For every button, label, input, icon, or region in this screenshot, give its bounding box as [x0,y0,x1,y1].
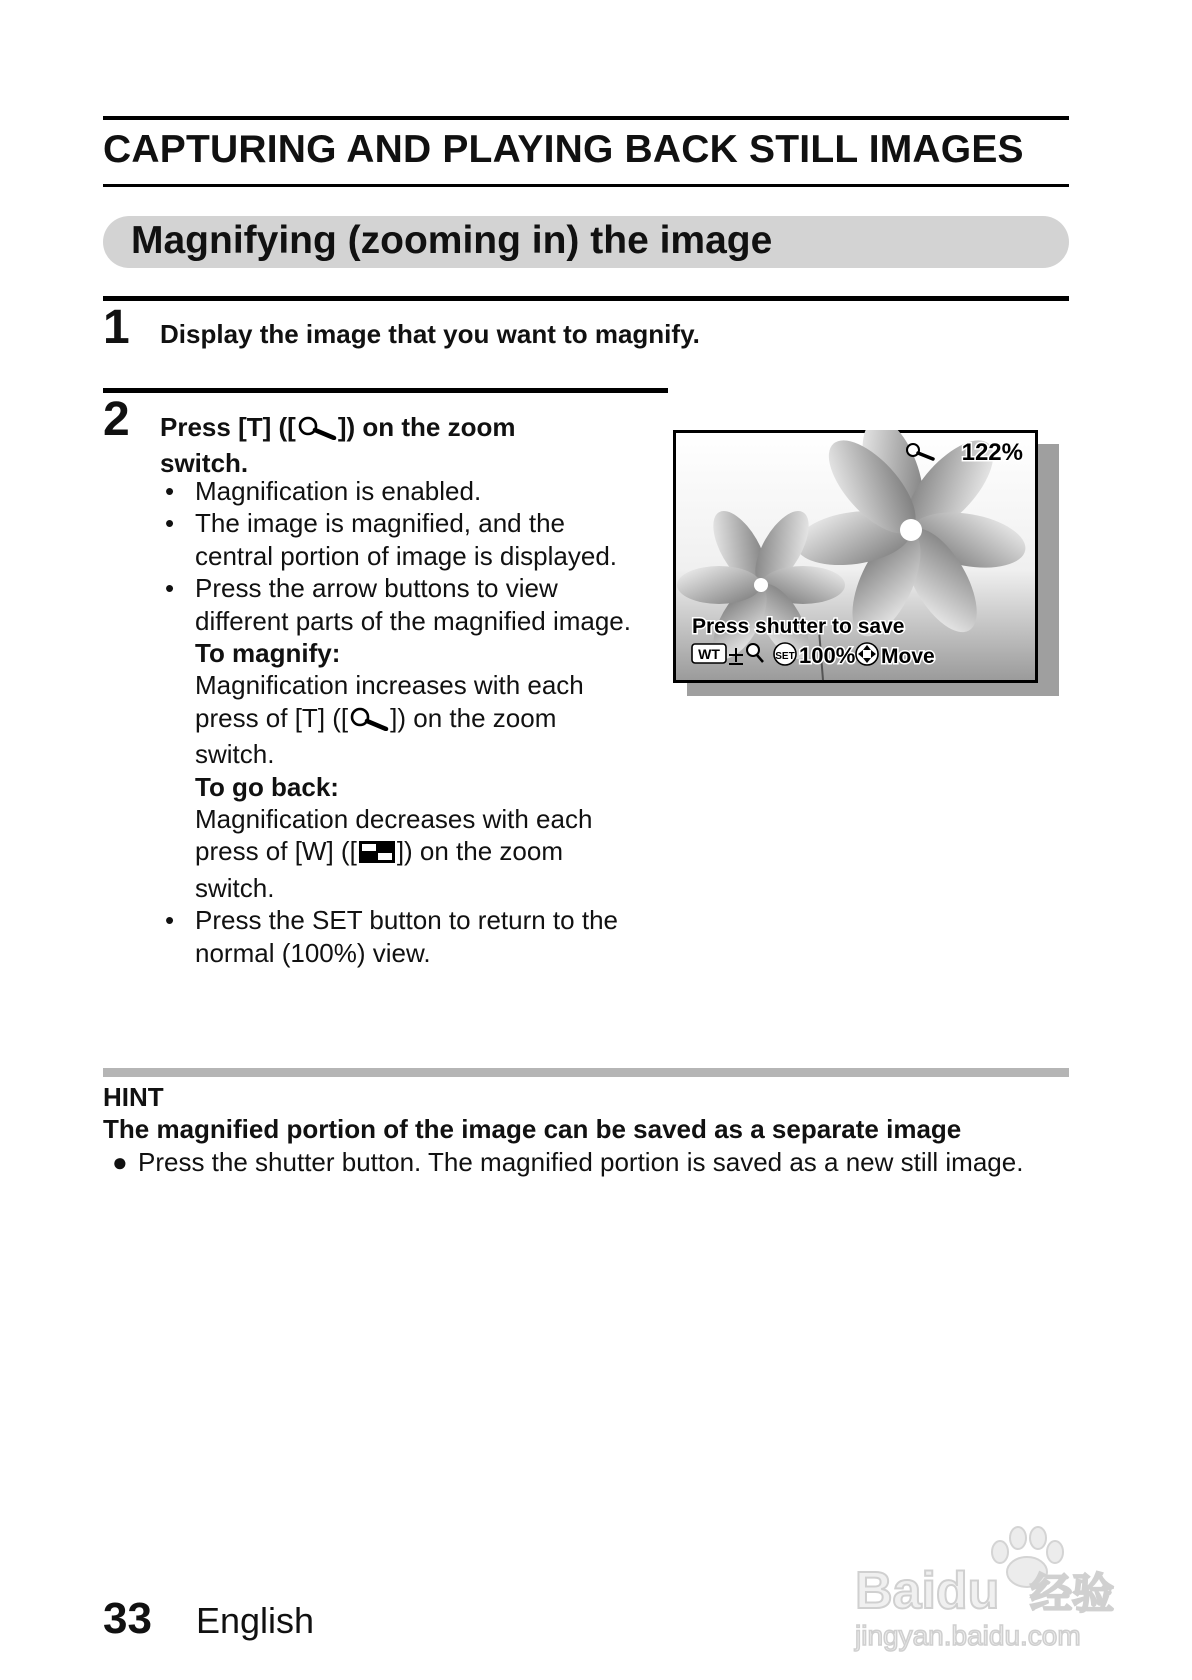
hint-heading: The magnified portion of the image can be saved as a separate image [103,1114,962,1144]
baidu-watermark [850,1510,1170,1665]
step2-title-line2: switch. [160,448,249,478]
set-label: SET [775,651,795,662]
move-label: Move [881,645,935,668]
camera-screen [673,430,1063,705]
press-shutter-text: Press shutter to save [692,615,905,638]
section-title: Magnifying (zooming in) the image [131,219,773,262]
page-number: 33 [103,1594,152,1643]
to-magnify-text [195,669,640,770]
hint-bullet [112,1146,1068,1178]
watermark-brand-cn: 经验 [1030,1569,1115,1618]
bullet-text: Press the SET button to return to the normal (100%) view. [195,905,618,968]
to-magnify-text-b: ]) on the zoom switch. [195,702,557,770]
step1-text: Display the image that you want to magnify. [160,319,700,349]
hint-bullet-text: Press the shutter button. The magnified portion is saved as a new still image. [138,1147,1024,1177]
bullet-marker: • [165,508,175,539]
bullet-text: Press the arrow buttons to view different parts of the magnified image. [195,573,631,636]
bullet-text: The image is magnified, and the central portion of image is displayed. [195,508,618,571]
step2-title-part-a: Press [T] ([ [160,412,296,442]
list-item [160,475,640,507]
magnify-tele-icon [296,415,338,447]
arrow-buttons-icon [856,643,878,665]
bullet-marker: • [165,573,175,604]
step2-bullet-list [160,475,640,969]
to-go-back-text-b: ]) on the zoom switch. [195,836,564,903]
watermark-url: jingyan.baidu.com [855,1620,1081,1651]
step1-number: 1 [103,301,130,354]
chapter-title: CAPTURING AND PLAYING BACK STILL IMAGES [103,128,1024,171]
step2-rule [103,388,668,393]
bullet-text: Magnification is enabled. [195,476,482,506]
page-language: English [196,1600,315,1641]
set-button-icon [774,643,796,665]
to-go-back-heading: To go back: [195,771,339,802]
watermark-brand: Baidu [855,1562,1000,1620]
list-item [160,572,640,904]
to-magnify-heading: To magnify: [195,638,341,669]
bullet-marker: • [165,476,175,506]
to-go-back-text [195,803,640,904]
step2-title [160,411,630,479]
wt-label: WT [698,646,720,662]
zoom-value: 122% [961,439,1023,466]
list-item [160,904,640,969]
to-go-back-text-a: Magnification decreases with each press of [W] ([ [195,804,593,867]
list-item [160,507,640,572]
hint-label: HINT [103,1082,164,1112]
step2-title-part-b: ]) on the zoom [337,412,516,442]
step1-rule [103,296,1069,301]
title-rule [103,184,1069,187]
top-rule [103,116,1069,120]
magnify-tele-icon [348,706,390,738]
hint-bar [103,1068,1069,1077]
set-value: 100% [799,643,856,668]
step2-number: 2 [103,393,130,446]
to-magnify-text-a: Magnification increases with each press of [T] ([ [195,670,584,733]
bullet-marker: • [165,905,175,936]
hint-bullet-marker: ● [112,1147,128,1177]
wide-grid-icon [357,839,397,871]
